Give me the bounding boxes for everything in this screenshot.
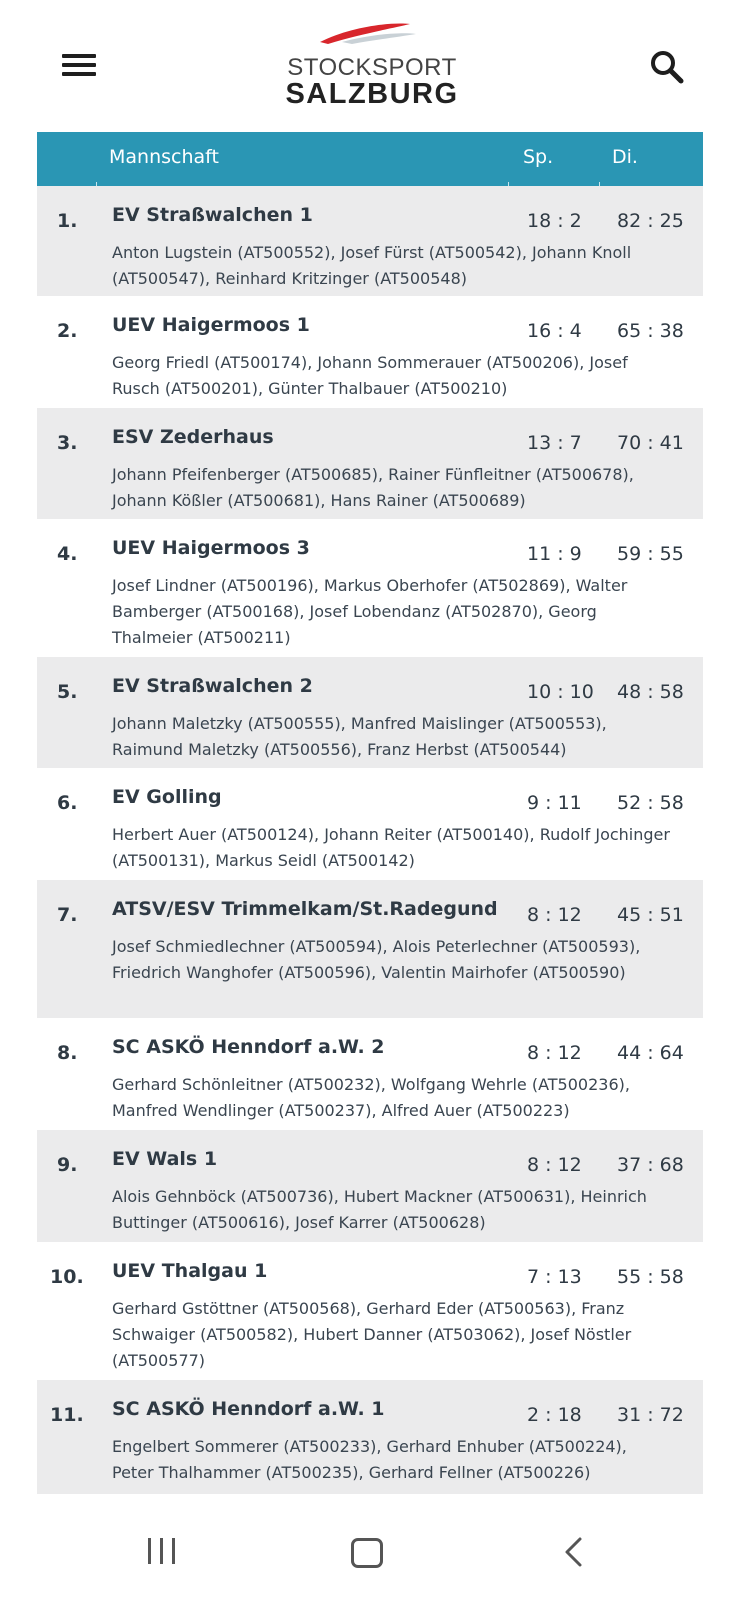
sp-value: 8 : 12	[527, 1154, 582, 1176]
logo-text-salzburg: SALZBURG	[285, 78, 459, 110]
rank: 3.	[57, 432, 78, 454]
player-list: Engelbert Sommerer (AT500233), Gerhard Enhuber (AT500224), Peter Thalhammer (AT500235), Gerhard Fellner (AT500226)	[112, 1437, 627, 1482]
hamburger-menu-icon[interactable]	[62, 52, 96, 78]
rank: 8.	[57, 1042, 78, 1064]
home-icon[interactable]	[351, 1538, 383, 1568]
table-row[interactable]	[37, 1018, 703, 1130]
logo-text-stocksport: STOCKSPORT	[287, 54, 457, 81]
team-name[interactable]: EV Straßwalchen 2	[112, 675, 313, 697]
team-name[interactable]: SC ASKÖ Henndorf a.W. 1	[112, 1398, 385, 1420]
back-icon[interactable]	[562, 1536, 586, 1568]
team-name[interactable]: EV Wals 1	[112, 1148, 218, 1170]
table-row[interactable]	[37, 1242, 703, 1380]
app-header	[0, 0, 738, 130]
player-list: Johann Pfeifenberger (AT500685), Rainer Fünfleitner (AT500678), Johann Kößler (AT500681), Hans Rainer (AT500689)	[112, 465, 634, 510]
recent-apps-icon[interactable]	[148, 1538, 176, 1566]
table-row[interactable]	[37, 408, 703, 519]
di-value: 37 : 68	[617, 1154, 684, 1176]
table-row[interactable]	[37, 1130, 703, 1242]
di-value: 59 : 55	[617, 543, 684, 565]
team-name[interactable]: UEV Thalgau 1	[112, 1260, 268, 1282]
table-row[interactable]	[37, 880, 703, 1018]
rank: 4.	[57, 543, 78, 565]
table-row[interactable]	[37, 768, 703, 880]
sp-value: 2 : 18	[527, 1404, 582, 1426]
search-icon[interactable]	[648, 48, 688, 88]
rank: 1.	[57, 210, 78, 232]
di-value: 55 : 58	[617, 1266, 684, 1288]
di-value: 45 : 51	[617, 904, 684, 926]
rank: 5.	[57, 681, 78, 703]
logo-swoosh-icon	[282, 20, 462, 54]
di-value: 31 : 72	[617, 1404, 684, 1426]
team-name[interactable]: UEV Haigermoos 1	[112, 314, 310, 336]
rank: 11.	[50, 1404, 84, 1426]
di-value: 70 : 41	[617, 432, 684, 454]
table-row[interactable]	[37, 519, 703, 657]
column-header-team[interactable]: Mannschaft	[109, 146, 219, 168]
sp-value: 8 : 12	[527, 904, 582, 926]
player-list: Gerhard Schönleitner (AT500232), Wolfgang Wehrle (AT500236), Manfred Wendlinger (AT500237), Alfred Auer (AT500223)	[112, 1075, 630, 1120]
sp-value: 13 : 7	[527, 432, 582, 454]
team-name[interactable]: ATSV/ESV Trimmelkam/St.Radegund	[112, 898, 498, 920]
table-row[interactable]	[37, 1380, 703, 1494]
system-navigation-bar	[0, 1510, 738, 1600]
sp-value: 11 : 9	[527, 543, 582, 565]
player-list: Herbert Auer (AT500124), Johann Reiter (AT500140), Rudolf Jochinger (AT500131), Markus Seidl (AT500142)	[112, 825, 670, 870]
sp-value: 9 : 11	[527, 792, 582, 814]
team-name[interactable]: SC ASKÖ Henndorf a.W. 2	[112, 1036, 385, 1058]
rank: 2.	[57, 320, 78, 342]
sp-value: 16 : 4	[527, 320, 582, 342]
player-list: Alois Gehnböck (AT500736), Hubert Mackner (AT500631), Heinrich Buttinger (AT500616), Josef Karrer (AT500628)	[112, 1187, 647, 1232]
table-row[interactable]	[37, 657, 703, 768]
di-value: 82 : 25	[617, 210, 684, 232]
player-list: Johann Maletzky (AT500555), Manfred Maislinger (AT500553), Raimund Maletzky (AT500556), Franz Herbst (AT500544)	[112, 714, 607, 759]
player-list: Josef Schmiedlechner (AT500594), Alois Peterlechner (AT500593), Friedrich Wanghofer (AT500596), Valentin Mairhofer (AT500590)	[112, 937, 641, 982]
table-row[interactable]	[37, 296, 703, 408]
team-name[interactable]: ESV Zederhaus	[112, 426, 274, 448]
team-name[interactable]: UEV Haigermoos 3	[112, 537, 310, 559]
di-value: 44 : 64	[617, 1042, 684, 1064]
sp-value: 8 : 12	[527, 1042, 582, 1064]
player-list: Anton Lugstein (AT500552), Josef Fürst (AT500542), Johann Knoll (AT500547), Reinhard Kritzinger (AT500548)	[112, 243, 632, 288]
sp-value: 10 : 10	[527, 681, 594, 703]
di-value: 48 : 58	[617, 681, 684, 703]
team-name[interactable]: EV Golling	[112, 786, 222, 808]
column-header-sp[interactable]: Sp.	[523, 146, 554, 168]
standings-table-header	[37, 132, 703, 186]
rank: 10.	[50, 1266, 84, 1288]
player-list: Josef Lindner (AT500196), Markus Oberhofer (AT502869), Walter Bamberger (AT500168), Josef Lobendanz (AT502870), Georg Thalmeier (AT500211)	[112, 576, 628, 647]
rank: 9.	[57, 1154, 78, 1176]
player-list: Georg Friedl (AT500174), Johann Sommerauer (AT500206), Josef Rusch (AT500201), Günter Thalbauer (AT500210)	[112, 353, 628, 398]
column-header-di[interactable]: Di.	[612, 146, 638, 168]
rank: 6.	[57, 792, 78, 814]
sp-value: 7 : 13	[527, 1266, 582, 1288]
stocksport-salzburg-logo[interactable]	[282, 20, 462, 110]
player-list: Gerhard Gstöttner (AT500568), Gerhard Eder (AT500563), Franz Schwaiger (AT500582), Hubert Danner (AT503062), Josef Nöstler (AT500577)	[112, 1299, 632, 1370]
table-row[interactable]	[37, 186, 703, 296]
di-value: 65 : 38	[617, 320, 684, 342]
di-value: 52 : 58	[617, 792, 684, 814]
rank: 7.	[57, 904, 78, 926]
team-name[interactable]: EV Straßwalchen 1	[112, 204, 313, 226]
sp-value: 18 : 2	[527, 210, 582, 232]
